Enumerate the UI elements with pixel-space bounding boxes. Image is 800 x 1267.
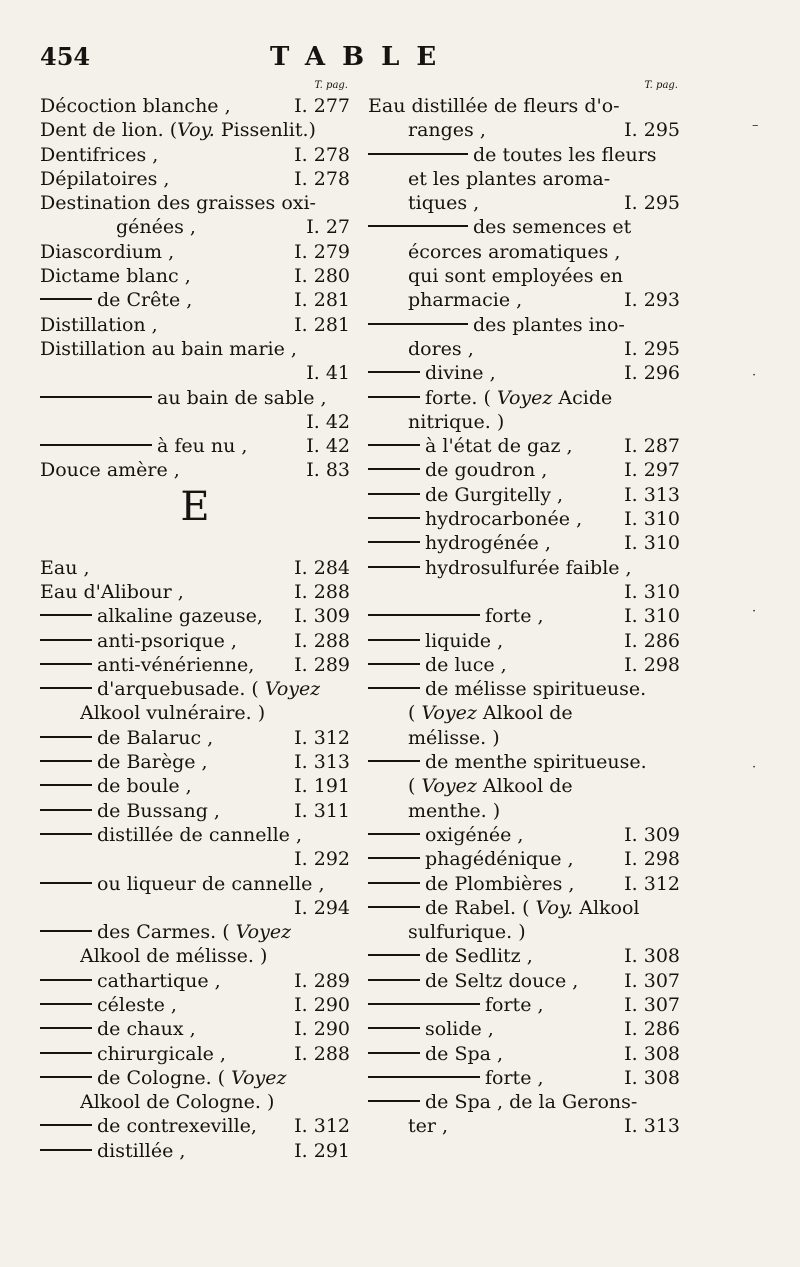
page-reference: I. 307 bbox=[624, 993, 680, 1016]
ditto-dash bbox=[40, 396, 152, 398]
index-entry bbox=[40, 823, 350, 847]
index-entry bbox=[40, 434, 350, 458]
page-number: 454 bbox=[40, 42, 91, 71]
ditto-dash bbox=[40, 979, 92, 981]
page-reference: I. 313 bbox=[624, 1115, 680, 1138]
ditto-dash bbox=[368, 906, 420, 908]
index-entry bbox=[368, 629, 680, 653]
index-entry bbox=[40, 847, 350, 871]
entry-heading: ( Voyez Alkool de bbox=[408, 702, 573, 725]
index-entry bbox=[368, 726, 680, 750]
page-reference: I. 308 bbox=[624, 1066, 680, 1089]
entry-heading: de Gurgitelly , bbox=[425, 483, 564, 506]
page-reference: I. 312 bbox=[294, 726, 350, 749]
page-reference: I. 290 bbox=[294, 993, 350, 1016]
page-reference: I. 279 bbox=[294, 240, 350, 263]
ditto-dash bbox=[40, 882, 92, 884]
ditto-dash bbox=[40, 760, 92, 762]
ditto-dash bbox=[40, 663, 92, 665]
index-entry bbox=[40, 215, 350, 239]
index-entry bbox=[368, 337, 680, 361]
index-entry bbox=[368, 847, 680, 871]
index-entry bbox=[368, 191, 680, 215]
entry-heading: anti-psorique , bbox=[97, 629, 237, 652]
ditto-dash bbox=[368, 566, 420, 568]
index-entry bbox=[40, 1114, 350, 1138]
ditto-dash bbox=[368, 857, 420, 859]
entry-heading: phagédénique , bbox=[425, 848, 574, 871]
index-entry bbox=[40, 653, 350, 677]
index-entry bbox=[368, 143, 680, 167]
entry-heading: qui sont employées en bbox=[408, 265, 624, 288]
page-reference: I. 298 bbox=[624, 653, 680, 676]
index-entry bbox=[40, 872, 350, 896]
entry-heading: cathartique , bbox=[97, 969, 221, 992]
page-reference: I. 286 bbox=[624, 629, 680, 652]
ditto-dash bbox=[368, 614, 480, 616]
ditto-dash bbox=[368, 517, 420, 519]
entry-heading: ranges , bbox=[408, 119, 486, 142]
ditto-dash bbox=[40, 1052, 92, 1054]
entry-heading: de mélisse spiritueuse. bbox=[425, 678, 647, 701]
entry-heading: ou liqueur de cannelle , bbox=[97, 872, 325, 895]
index-entry bbox=[368, 1114, 680, 1138]
index-entry bbox=[368, 410, 680, 434]
index-entry bbox=[368, 872, 680, 896]
page-reference: I. 291 bbox=[294, 1139, 350, 1162]
page-reference: I. 295 bbox=[624, 337, 680, 360]
index-entry bbox=[40, 799, 350, 823]
page-reference: I. 280 bbox=[294, 265, 350, 288]
entry-heading: de Crête , bbox=[97, 289, 193, 312]
entry-heading: distillée de cannelle , bbox=[97, 823, 302, 846]
ditto-dash bbox=[368, 1003, 480, 1005]
entry-heading: anti-vénérienne, bbox=[97, 653, 255, 676]
page-reference: I. 298 bbox=[624, 848, 680, 871]
index-entry bbox=[40, 750, 350, 774]
ditto-dash bbox=[368, 954, 420, 956]
index-entry bbox=[40, 1139, 350, 1163]
entry-heading: de contrexeville, bbox=[97, 1115, 257, 1138]
entry-heading: dores , bbox=[408, 337, 474, 360]
ditto-dash bbox=[40, 784, 92, 786]
entry-heading: Distillation , bbox=[40, 313, 158, 336]
entry-heading: écorces aromatiques , bbox=[408, 240, 621, 263]
page-reference: I. 278 bbox=[294, 167, 350, 190]
ditto-dash bbox=[368, 833, 420, 835]
running-title: TABLE bbox=[270, 42, 454, 72]
index-entry bbox=[40, 556, 350, 580]
entry-heading: nitrique. ) bbox=[408, 410, 505, 433]
entry-heading: Distillation au bain marie , bbox=[40, 337, 297, 360]
entry-list-d bbox=[40, 94, 350, 483]
page-reference: I. 289 bbox=[294, 653, 350, 676]
index-entry bbox=[40, 458, 350, 482]
ditto-dash bbox=[368, 541, 420, 543]
entry-heading: forte , bbox=[485, 1066, 544, 1089]
entry-heading: hydrosulfurée faible , bbox=[425, 556, 632, 579]
entry-heading: et les plantes aroma- bbox=[408, 167, 611, 190]
index-entry bbox=[368, 386, 680, 410]
index-entry bbox=[40, 240, 350, 264]
entry-heading: Eau , bbox=[40, 556, 90, 579]
left-column bbox=[40, 80, 350, 1163]
entry-heading: Dictame blanc , bbox=[40, 265, 191, 288]
page-reference: I. 296 bbox=[624, 362, 680, 385]
page-reference: I. 310 bbox=[624, 580, 680, 603]
entry-heading: Décoction blanche , bbox=[40, 95, 231, 117]
page-reference: I. 284 bbox=[294, 556, 350, 579]
index-entry bbox=[40, 604, 350, 628]
entry-heading: Eau d'Alibour , bbox=[40, 580, 184, 603]
index-entry bbox=[368, 969, 680, 993]
page-reference: I. 313 bbox=[624, 483, 680, 506]
ditto-dash bbox=[40, 444, 152, 446]
index-entry bbox=[368, 823, 680, 847]
ditto-dash bbox=[40, 736, 92, 738]
entry-heading: Alkool vulnéraire. ) bbox=[80, 702, 266, 725]
index-entry bbox=[40, 167, 350, 191]
entry-heading: de Plombières , bbox=[425, 872, 575, 895]
page-reference: I. 289 bbox=[294, 969, 350, 992]
index-entry bbox=[368, 604, 680, 628]
index-entry bbox=[40, 944, 350, 968]
index-entry bbox=[368, 1066, 680, 1090]
page-reference: I. 288 bbox=[294, 580, 350, 603]
page-reference: I. 191 bbox=[294, 775, 350, 798]
page-reference: I. 277 bbox=[294, 95, 350, 117]
index-entry bbox=[368, 580, 680, 604]
entry-heading: Diascordium , bbox=[40, 240, 175, 263]
page-reference: I. 310 bbox=[624, 605, 680, 628]
page-reference: I. 294 bbox=[294, 896, 350, 919]
entry-heading: pharmacie , bbox=[408, 289, 523, 312]
index-entry bbox=[40, 191, 350, 215]
ditto-dash bbox=[368, 225, 468, 227]
ditto-dash bbox=[368, 371, 420, 373]
entry-heading: génées , bbox=[116, 216, 196, 239]
entry-heading: de Bussang , bbox=[97, 799, 220, 822]
page-reference: I. 293 bbox=[624, 289, 680, 312]
page-reference: I. 307 bbox=[624, 969, 680, 992]
ditto-dash bbox=[368, 396, 420, 398]
spacer bbox=[40, 531, 350, 555]
entry-heading: de Spa , bbox=[425, 1042, 504, 1065]
ditto-dash bbox=[368, 760, 420, 762]
ditto-dash bbox=[40, 614, 92, 616]
page-reference: I. 312 bbox=[294, 1115, 350, 1138]
ditto-dash bbox=[368, 323, 468, 325]
page-reference: I. 287 bbox=[624, 435, 680, 458]
page-reference: I. 295 bbox=[624, 192, 680, 215]
entry-heading: de Seltz douce , bbox=[425, 969, 579, 992]
ditto-dash bbox=[368, 663, 420, 665]
index-entry bbox=[40, 774, 350, 798]
ditto-dash bbox=[368, 1100, 420, 1102]
index-entry bbox=[368, 264, 680, 288]
page-reference: I. 278 bbox=[294, 143, 350, 166]
index-entry bbox=[368, 1017, 680, 1041]
entry-heading: de chaux , bbox=[97, 1018, 196, 1041]
index-entry bbox=[368, 1042, 680, 1066]
index-entry bbox=[368, 94, 680, 118]
entry-heading: au bain de sable , bbox=[157, 386, 327, 409]
entry-heading: Alkool de Cologne. ) bbox=[80, 1091, 275, 1114]
index-entry bbox=[40, 677, 350, 701]
entry-heading: Eau distillée de fleurs d'o- bbox=[368, 95, 620, 117]
index-entry bbox=[368, 240, 680, 264]
index-entry bbox=[40, 94, 350, 118]
index-entry bbox=[368, 993, 680, 1017]
entry-heading: des plantes ino- bbox=[473, 313, 625, 336]
entry-heading: de toutes les fleurs bbox=[473, 143, 657, 166]
index-entry bbox=[368, 434, 680, 458]
entry-heading: solide , bbox=[425, 1018, 494, 1041]
page-reference: I. 292 bbox=[294, 848, 350, 871]
index-entry bbox=[368, 167, 680, 191]
ditto-dash bbox=[40, 1076, 92, 1078]
ditto-dash bbox=[368, 153, 468, 155]
ditto-dash bbox=[368, 979, 420, 981]
page-header bbox=[40, 42, 680, 78]
ditto-dash bbox=[40, 1003, 92, 1005]
page-reference: I. 290 bbox=[294, 1018, 350, 1041]
entry-heading: sulfurique. ) bbox=[408, 921, 526, 944]
page-reference: I. 309 bbox=[294, 605, 350, 628]
ditto-dash bbox=[40, 809, 92, 811]
page-reference: I. 310 bbox=[624, 508, 680, 531]
index-entry bbox=[40, 1090, 350, 1114]
page-reference: I. 281 bbox=[294, 313, 350, 336]
index-entry bbox=[40, 1017, 350, 1041]
index-entry bbox=[368, 1090, 680, 1114]
index-entry bbox=[368, 896, 680, 920]
ditto-dash bbox=[40, 639, 92, 641]
ditto-dash bbox=[40, 1027, 92, 1029]
index-entry bbox=[40, 361, 350, 385]
page-reference: I. 288 bbox=[294, 629, 350, 652]
entry-heading: Dépilatoires , bbox=[40, 167, 170, 190]
right-column bbox=[368, 80, 680, 1139]
ditto-dash bbox=[40, 930, 92, 932]
index-entry bbox=[368, 313, 680, 337]
entry-heading: forte , bbox=[485, 605, 544, 628]
index-entry bbox=[40, 264, 350, 288]
page-reference: I. 312 bbox=[624, 872, 680, 895]
page-reference: I. 308 bbox=[624, 1042, 680, 1065]
index-entry bbox=[368, 677, 680, 701]
entry-heading: de luce , bbox=[425, 653, 507, 676]
index-entry bbox=[368, 118, 680, 142]
entry-list-e bbox=[40, 556, 350, 1163]
index-entry bbox=[40, 118, 350, 142]
page-reference: I. 295 bbox=[624, 119, 680, 142]
entry-heading: alkaline gazeuse, bbox=[97, 605, 263, 628]
ditto-dash bbox=[40, 833, 92, 835]
index-entry bbox=[40, 726, 350, 750]
page-reference: I. 310 bbox=[624, 532, 680, 555]
entry-heading: ( Voyez Alkool de bbox=[408, 775, 573, 798]
ditto-dash bbox=[368, 444, 420, 446]
index-entry bbox=[40, 1042, 350, 1066]
index-entry bbox=[40, 288, 350, 312]
index-entry bbox=[40, 337, 350, 361]
page-reference: I. 297 bbox=[624, 459, 680, 482]
ditto-dash bbox=[368, 639, 420, 641]
page-reference: I. 281 bbox=[294, 289, 350, 312]
column-label-text: T. pag. bbox=[644, 80, 678, 91]
page-reference: I. 308 bbox=[624, 945, 680, 968]
entry-heading: céleste , bbox=[97, 993, 177, 1016]
margin-mark: · bbox=[752, 760, 757, 775]
ditto-dash bbox=[40, 298, 92, 300]
ditto-dash bbox=[40, 687, 92, 689]
entry-heading: de boule , bbox=[97, 775, 192, 798]
entry-heading: à l'état de gaz , bbox=[425, 435, 573, 458]
page-reference: I. 286 bbox=[624, 1018, 680, 1041]
index-entry bbox=[368, 944, 680, 968]
index-entry bbox=[40, 920, 350, 944]
index-entry bbox=[40, 993, 350, 1017]
page-reference: I. 42 bbox=[306, 435, 350, 458]
index-entry bbox=[40, 1066, 350, 1090]
index-entry bbox=[40, 580, 350, 604]
index-entry bbox=[40, 969, 350, 993]
entry-heading: tiques , bbox=[408, 192, 480, 215]
page-reference: I. 83 bbox=[306, 459, 350, 482]
entry-heading: liquide , bbox=[425, 629, 504, 652]
entry-heading: hydrocarbonée , bbox=[425, 508, 583, 531]
entry-heading: mélisse. ) bbox=[408, 726, 500, 749]
ditto-dash bbox=[368, 882, 420, 884]
index-entry bbox=[368, 556, 680, 580]
index-entry bbox=[368, 483, 680, 507]
ditto-dash bbox=[368, 1076, 480, 1078]
entry-heading: menthe. ) bbox=[408, 799, 501, 822]
index-entry bbox=[368, 750, 680, 774]
entry-heading: à feu nu , bbox=[157, 435, 248, 458]
entry-heading: Douce amère , bbox=[40, 459, 180, 482]
entry-heading: de Balaruc , bbox=[97, 726, 214, 749]
entry-heading: divine , bbox=[425, 362, 496, 385]
index-entry bbox=[368, 458, 680, 482]
index-entry bbox=[368, 507, 680, 531]
entry-heading: ter , bbox=[408, 1115, 449, 1138]
ditto-dash bbox=[40, 1124, 92, 1126]
index-entry bbox=[40, 629, 350, 653]
entry-heading: des semences et bbox=[473, 216, 632, 239]
entry-heading: de Barège , bbox=[97, 751, 208, 774]
ditto-dash bbox=[368, 468, 420, 470]
page-reference: I. 27 bbox=[306, 216, 350, 239]
page-reference: I. 309 bbox=[624, 823, 680, 846]
ditto-dash bbox=[40, 1149, 92, 1151]
page-reference: I. 311 bbox=[294, 799, 350, 822]
column-label bbox=[368, 80, 680, 94]
section-letter: E bbox=[180, 483, 210, 530]
entry-heading: d'arquebusade. ( Voyez bbox=[97, 678, 321, 701]
index-entry bbox=[368, 920, 680, 944]
entry-heading: Destination des graisses oxi- bbox=[40, 192, 316, 215]
entry-heading: de Rabel. ( Voy. Alkool bbox=[425, 896, 640, 919]
margin-mark: – bbox=[752, 118, 759, 133]
index-entry bbox=[368, 701, 680, 725]
entry-heading: distillée , bbox=[97, 1139, 186, 1162]
index-entry bbox=[40, 143, 350, 167]
entry-heading: hydrogénée , bbox=[425, 532, 551, 555]
entry-heading: de Spa , de la Gerons- bbox=[425, 1091, 638, 1114]
ditto-dash bbox=[368, 1027, 420, 1029]
column-label-text: T. pag. bbox=[314, 80, 348, 91]
page-reference: I. 41 bbox=[306, 362, 350, 385]
margin-mark: · bbox=[752, 604, 757, 619]
index-entry bbox=[368, 774, 680, 798]
index-entry bbox=[368, 653, 680, 677]
entry-heading: de Cologne. ( Voyez bbox=[97, 1066, 287, 1089]
page-reference: I. 288 bbox=[294, 1042, 350, 1065]
entry-heading: chirurgicale , bbox=[97, 1042, 226, 1065]
index-entry bbox=[40, 313, 350, 337]
ditto-dash bbox=[368, 493, 420, 495]
entry-heading: oxigénée , bbox=[425, 823, 524, 846]
index-entry bbox=[368, 361, 680, 385]
index-entry bbox=[368, 531, 680, 555]
entry-heading: de goudron , bbox=[425, 459, 548, 482]
index-entry bbox=[368, 288, 680, 312]
entry-list-eau bbox=[368, 94, 680, 1139]
index-entry bbox=[368, 215, 680, 239]
column-label bbox=[40, 80, 350, 94]
entry-heading: forte. ( Voyez Acide bbox=[425, 386, 613, 409]
entry-heading: de Sedlitz , bbox=[425, 945, 533, 968]
margin-mark: · bbox=[752, 368, 757, 383]
entry-heading: de menthe spiritueuse. bbox=[425, 751, 647, 774]
entry-heading: Alkool de mélisse. ) bbox=[80, 945, 268, 968]
page-reference: I. 42 bbox=[306, 410, 350, 433]
entry-heading: Dentifrices , bbox=[40, 143, 159, 166]
index-entry bbox=[368, 799, 680, 823]
entry-heading: Dent de lion. (Voy. Pissenlit.) bbox=[40, 119, 316, 142]
index-entry bbox=[40, 386, 350, 410]
ditto-dash bbox=[368, 1052, 420, 1054]
entry-heading: forte , bbox=[485, 993, 544, 1016]
index-entry bbox=[40, 410, 350, 434]
index-entry bbox=[40, 896, 350, 920]
index-entry bbox=[40, 701, 350, 725]
page-reference: I. 313 bbox=[294, 751, 350, 774]
entry-heading: des Carmes. ( Voyez bbox=[97, 921, 292, 944]
ditto-dash bbox=[368, 687, 420, 689]
